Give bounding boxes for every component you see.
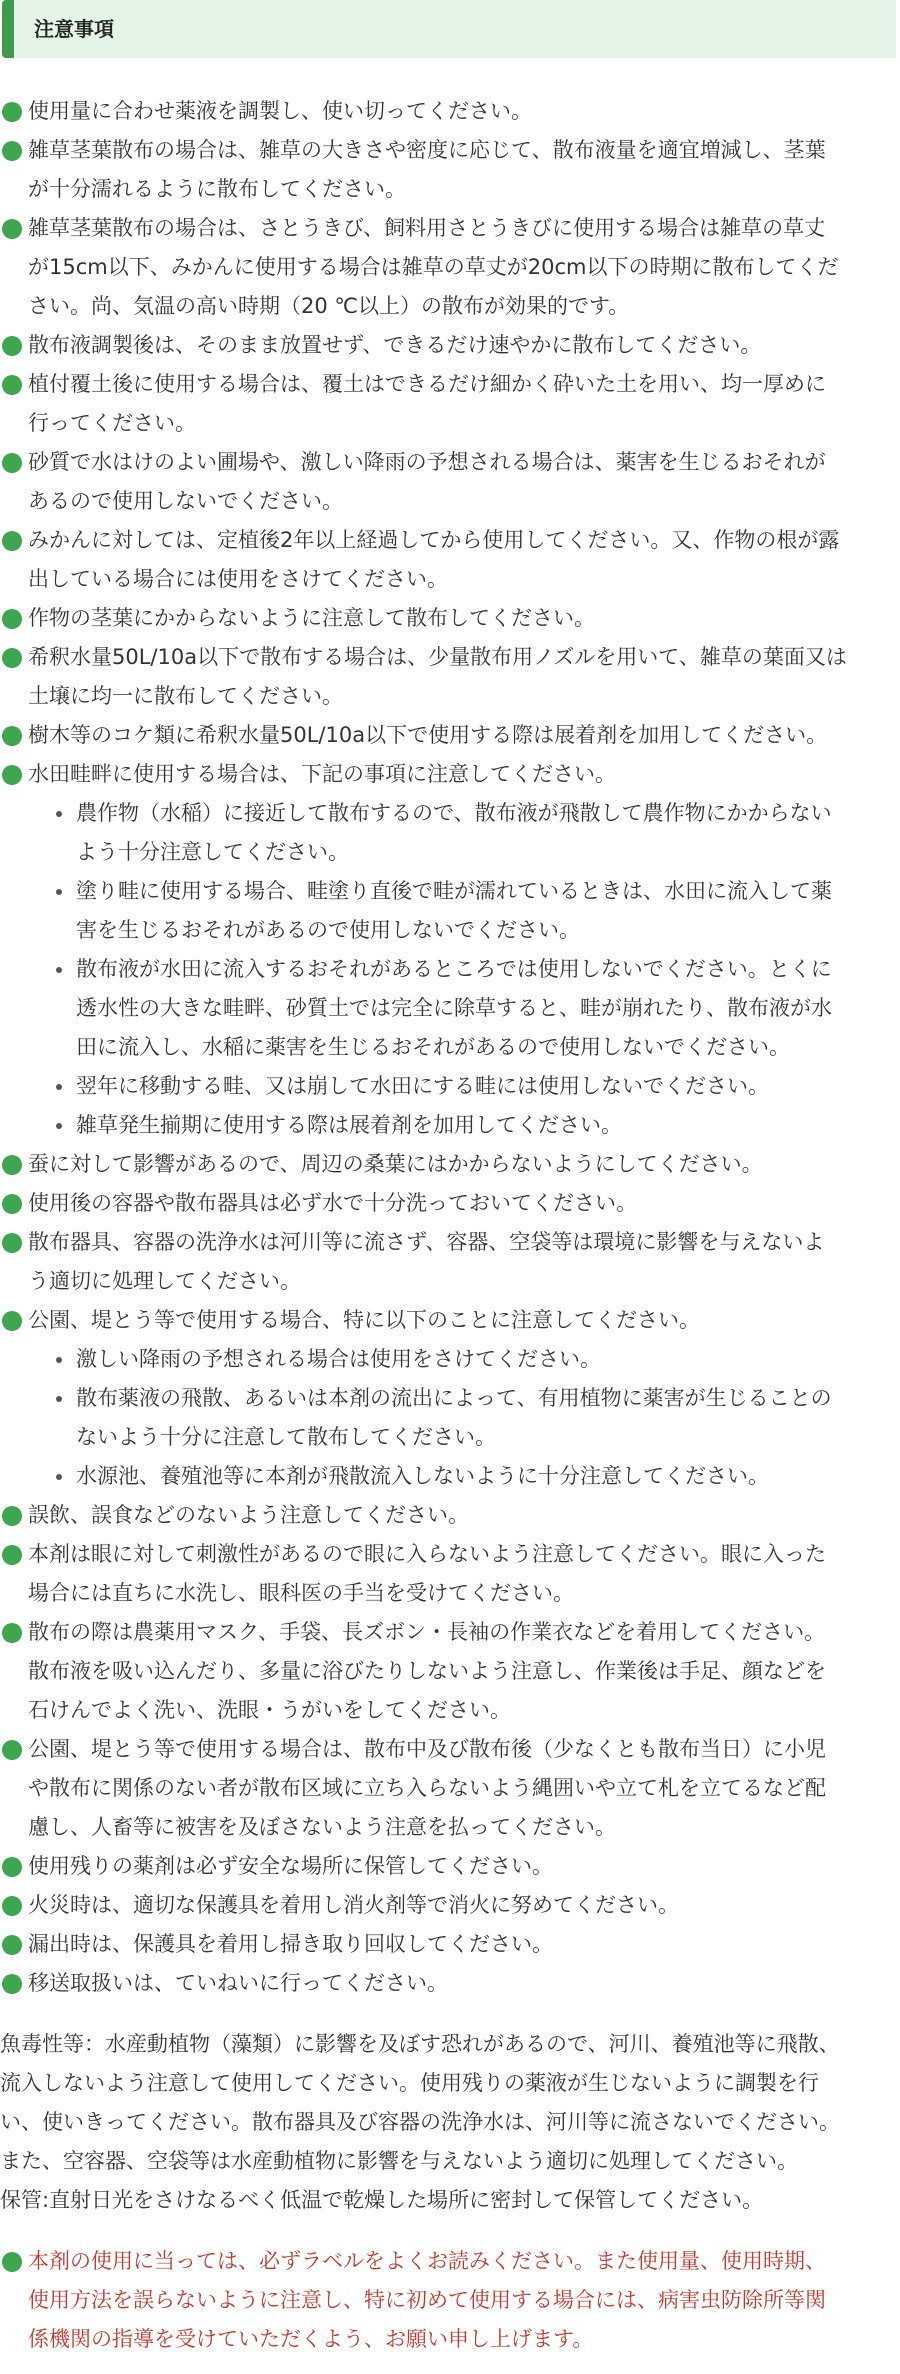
- list-item-text: 公園、堤とう等で使用する場合、特に以下のことに注意してください。: [28, 1308, 700, 1332]
- sub-bullet-icon: [56, 1084, 62, 1090]
- sub-list-item-text: 害を生じるおそれがあるので使用しないでください。: [76, 918, 580, 942]
- bullet-icon: [2, 2252, 22, 2272]
- list-item-text: 樹木等のコケ類に希釈水量50L/10a以下で使用する際は展着剤を加用してください。: [28, 723, 828, 747]
- list-item-text: 使用方法を誤らないように注意し、特に初めて使用する場合には、病害虫防除所等関: [28, 2288, 826, 2312]
- list-item-text: 火災時は、適切な保護具を着用し消火剤等で消火に努めてください。: [28, 1893, 679, 1917]
- bullet-icon: [2, 1233, 22, 1253]
- list-item-text: や散布に関係のない者が散布区域に立ち入らないよう縄囲いや立て札を立てるなど配: [28, 1776, 826, 1800]
- bullet-icon: [2, 141, 22, 161]
- sub-list-item-text: 水源池、養殖池等に本剤が飛散流入しないように十分注意してください。: [76, 1464, 769, 1488]
- sub-bullet-icon: [56, 889, 62, 895]
- sub-list-item: [0, 1067, 900, 1106]
- bullet-icon: [2, 1545, 22, 1565]
- list-item-text: さい。尚、気温の高い時期（20 ℃以上）の散布が効果的です。: [28, 294, 630, 318]
- list-item-text: 散布器具、容器の洗浄水は河川等に流さず、容器、空袋等は環境に影響を与えないよ: [28, 1230, 825, 1254]
- list-item-text: 使用量に合わせ薬液を調製し、使い切ってください。: [28, 99, 532, 123]
- list-item-text: 公園、堤とう等で使用する場合は、散布中及び散布後（少なくとも散布当日）に小児: [28, 1737, 826, 1761]
- bullet-icon: [2, 1857, 22, 1877]
- list-item-text: 砂質で水はけのよい圃場や、激しい降雨の予想される場合は、薬害を生じるおそれが: [28, 450, 826, 474]
- list-item-text: 散布の際は農薬用マスク、手袋、長ズボン・長袖の作業衣などを着用してください。: [28, 1620, 826, 1644]
- list-item-text: 出している場合には使用をさけてください。: [28, 567, 448, 591]
- sub-list-item-text: ないよう十分に注意して散布してください。: [76, 1425, 496, 1449]
- list-item: [0, 638, 900, 716]
- list-item-text: 使用残りの薬剤は必ず安全な場所に保管してください。: [28, 1854, 553, 1878]
- bullet-icon: [2, 765, 22, 785]
- list-item: [0, 716, 900, 755]
- sub-bullet-icon: [56, 1396, 62, 1402]
- list-item-text: 行ってください。: [28, 411, 196, 435]
- list-item-text: 使用後の容器や散布器具は必ず水で十分洗っておいてください。: [28, 1191, 637, 1215]
- notes-text: 流入しないよう注意して使用してください。使用残りの薬液が生じないように調製を行: [0, 2071, 819, 2095]
- bullet-icon: [2, 1935, 22, 1955]
- bullet-icon: [2, 1506, 22, 1526]
- bullet-icon: [2, 1623, 22, 1643]
- sub-bullet-icon: [56, 1474, 62, 1480]
- bullet-icon: [2, 1155, 22, 1175]
- list-item: [0, 209, 900, 326]
- sub-list-item-text: 翌年に移動する畦、又は崩して水田にする畦には使用しないでください。: [76, 1074, 769, 1098]
- sub-list-item-text: 雑草発生揃期に使用する際は展着剤を加用してください。: [76, 1113, 622, 1137]
- bullet-icon: [2, 453, 22, 473]
- list-item-text: 散布液調製後は、そのまま放置せず、できるだけ速やかに散布してください。: [28, 333, 762, 357]
- notes-text: い、使いきってください。散布器具及び容器の洗浄水は、河川等に流さないでください。: [0, 2110, 840, 2134]
- list-item-text: 水田畦畔に使用する場合は、下記の事項に注意してください。: [28, 762, 616, 786]
- notes-text: 魚毒性等：水産動植物（藻類）に影響を及ぼす恐れがあるので、河川、養殖池等に飛散、: [0, 2032, 840, 2056]
- bullet-icon: [2, 336, 22, 356]
- list-item-text: あるので使用しないでください。: [28, 489, 343, 513]
- sub-bullet-icon: [56, 1123, 62, 1129]
- list-item-text: 本剤の使用に当っては、必ずラベルをよくお読みください。また使用量、使用時期、: [28, 2249, 826, 2273]
- list-item-text: 雑草茎葉散布の場合は、雑草の大きさや密度に応じて、散布液量を適宜増減し、茎葉: [28, 138, 826, 162]
- list-item: [0, 1496, 900, 1535]
- bullet-icon: [2, 219, 22, 239]
- list-item-text: 作物の茎葉にかからないように注意して散布してください。: [28, 606, 595, 630]
- notes-text: また、空容器、空袋等は水産動植物に影響を与えないよう適切に処理してください。: [0, 2149, 798, 2173]
- list-item: [0, 1847, 900, 1886]
- list-item-text: が十分濡れるように散布してください。: [28, 177, 406, 201]
- sub-list-item-text: 散布液が水田に流入するおそれがあるところでは使用しないでください。とくに: [76, 957, 832, 981]
- list-item: [0, 1223, 900, 1301]
- sub-list-item-text: 激しい降雨の予想される場合は使用をさけてください。: [76, 1347, 601, 1371]
- list-item-text: 希釈水量50L/10a以下で散布する場合は、少量散布用ノズルを用いて、雑草の葉面又は: [28, 645, 847, 669]
- list-item: [0, 1886, 900, 1925]
- notes-text: 保管:直射日光をさけなるべく低温で乾燥した場所に密封して保管してください。: [0, 2188, 764, 2212]
- list-item: [0, 326, 900, 365]
- sub-bullet-icon: [56, 811, 62, 817]
- list-item: [0, 1964, 900, 2003]
- bullet-icon: [2, 375, 22, 395]
- sub-list-item: [0, 872, 900, 950]
- sub-list-item: [0, 794, 900, 872]
- list-item-text: 場合には直ちに水洗し、眼科医の手当を受けてください。: [28, 1581, 574, 1605]
- usage-notice: [0, 2242, 900, 2359]
- list-item-text: う適切に処理してください。: [28, 1269, 301, 1293]
- list-item: [0, 1184, 900, 1223]
- list-item: [0, 1613, 900, 1730]
- sub-list-item-text: 田に流入し、水稲に薬害を生じるおそれがあるので使用しないでください。: [76, 1035, 790, 1059]
- section-title: 注意事項: [34, 17, 114, 41]
- sub-list-item: [0, 1340, 900, 1379]
- sub-list-item: [0, 1106, 900, 1145]
- list-item: [0, 92, 900, 131]
- list-item-text: 散布液を吸い込んだり、多量に浴びたりしないよう注意し、作業後は手足、顔などを: [28, 1659, 826, 1683]
- sub-bullet-icon: [56, 1357, 62, 1363]
- sub-list-item: [0, 950, 900, 1067]
- list-item-text: 土壌に均一に散布してください。: [28, 684, 343, 708]
- sub-list-item: [0, 1457, 900, 1496]
- list-item: [0, 1730, 900, 1847]
- list-item-text: 係機関の指導を受けていただくよう、お願い申し上げます。: [28, 2327, 594, 2351]
- bullet-icon: [2, 1740, 22, 1760]
- list-item: [0, 755, 900, 794]
- bullet-icon: [2, 1896, 22, 1916]
- sub-list-item-text: 塗り畦に使用する場合、畦塗り直後で畦が濡れているときは、水田に流入して薬: [76, 879, 832, 903]
- bullet-icon: [2, 102, 22, 122]
- bullet-icon: [2, 1194, 22, 1214]
- sub-list-item-text: 透水性の大きな畦畔、砂質土では完全に除草すると、畦が崩れたり、散布液が水: [76, 996, 832, 1020]
- bullet-icon: [2, 726, 22, 746]
- list-item: [0, 599, 900, 638]
- list-item: [0, 1535, 900, 1613]
- list-item: [0, 1925, 900, 1964]
- list-item-text: みかんに対しては、定植後2年以上経過してから使用してください。又、作物の根が露: [28, 528, 840, 552]
- list-item-text: が15cm以下、みかんに使用する場合は雑草の草丈が20cm以下の時期に散布してくだ: [28, 255, 839, 279]
- bullet-icon: [2, 648, 22, 668]
- bullet-icon: [2, 1974, 22, 1994]
- bullet-icon: [2, 1311, 22, 1331]
- list-item: [0, 1301, 900, 1340]
- sub-bullet-icon: [56, 967, 62, 973]
- list-item: [0, 521, 900, 599]
- bullet-icon: [2, 531, 22, 551]
- list-item-text: 漏出時は、保護具を着用し掃き取り回収してください。: [28, 1932, 553, 1956]
- list-item: [0, 443, 900, 521]
- list-item-text: 慮し、人畜等に被害を及ぼさないよう注意を払ってください。: [28, 1815, 616, 1839]
- list-item-text: 蚕に対して影響があるので、周辺の桑葉にはかからないようにしてください。: [28, 1152, 763, 1176]
- list-item-text: 本剤は眼に対して刺激性があるので眼に入らないよう注意してください。眼に入った: [28, 1542, 826, 1566]
- sub-list-item: [0, 1379, 900, 1457]
- bullet-icon: [2, 609, 22, 629]
- sub-list-item-text: 農作物（水稲）に接近して散布するので、散布液が飛散して農作物にかからない: [76, 801, 832, 825]
- list-item-text: 誤飲、誤食などのないよう注意してください。: [28, 1503, 469, 1527]
- list-item-text: 雑草茎葉散布の場合は、さとうきび、飼料用さとうきびに使用する場合は雑草の草丈: [28, 216, 826, 240]
- list-item: [0, 131, 900, 209]
- list-item: [0, 365, 900, 443]
- list-item-text: 移送取扱いは、ていねいに行ってください。: [28, 1971, 448, 1995]
- list-item-text: 石けんでよく洗い、洗眼・うがいをしてください。: [28, 1698, 511, 1722]
- sub-list-item-text: 散布薬液の飛散、あるいは本剤の流出によって、有用植物に薬害が生じることの: [76, 1386, 832, 1410]
- list-item-text: 植付覆土後に使用する場合は、覆土はできるだけ細かく砕いた土を用い、均一厚めに: [28, 372, 826, 396]
- sub-list-item-text: よう十分注意してください。: [76, 840, 349, 864]
- list-item: [0, 1145, 900, 1184]
- section-header: [2, 0, 896, 58]
